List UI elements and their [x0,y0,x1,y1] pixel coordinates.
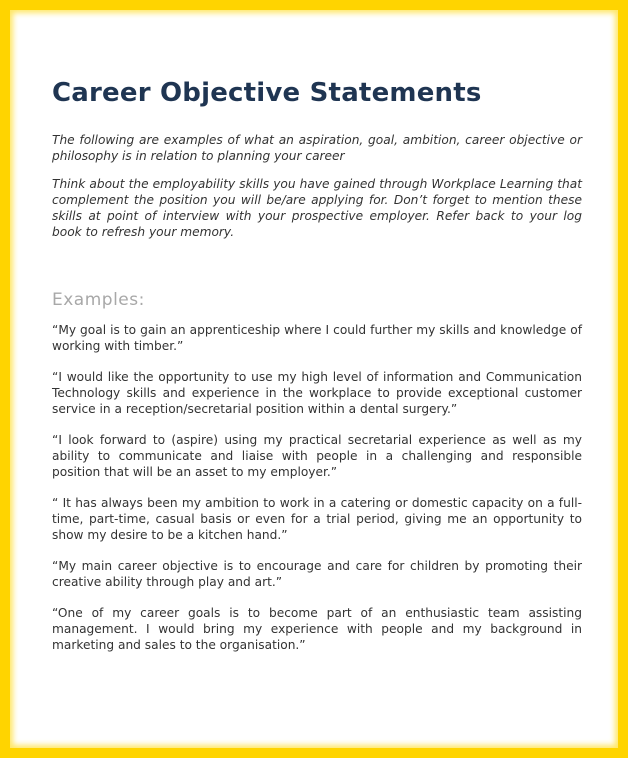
example-item: “I would like the opportunity to use my high level of information and Communication Technology skills and experience in the workplace to provide exceptional customer service in a reception/secretarial position within a dental surgery.” [52,370,582,416]
page-title: Career Objective Statements [52,78,482,108]
example-item: “ It has always been my ambition to work in a catering or domestic capacity on a full-time, part-time, casual basis or even for a trial period, giving me an opportunity to show my desire to be a kitchen hand.” [52,496,582,542]
examples-heading: Examples: [52,290,145,310]
intro-paragraph: Think about the employability skills you have gained through Workplace Learning that complement the position you will be/are applying for. Don’t forget to mention these skills at point of interview with your prospective employer. Refer back to your log book to refresh your memory. [52,177,582,239]
example-item: “My goal is to gain an apprenticeship where I could further my skills and knowledge of working with timber.” [52,323,582,353]
intro-section [52,132,582,240]
example-item: “My main career objective is to encourage and care for children by promoting their creative ability through play and art.” [52,559,582,589]
example-item: “One of my career goals is to become part of an enthusiastic team assisting management. I would bring my experience with people and my background in marketing and sales to the organisation.” [52,606,582,652]
example-item: “I look forward to (aspire) using my practical secretarial experience as well as my ability to communicate and liaise with people in a challenging and responsible position that will be an asset to my employer.” [52,433,582,479]
document-page [52,70,582,668]
examples-list [52,322,582,653]
intro-paragraph: The following are examples of what an aspiration, goal, ambition, career objective or philosophy is in relation to planning your career [52,133,582,163]
